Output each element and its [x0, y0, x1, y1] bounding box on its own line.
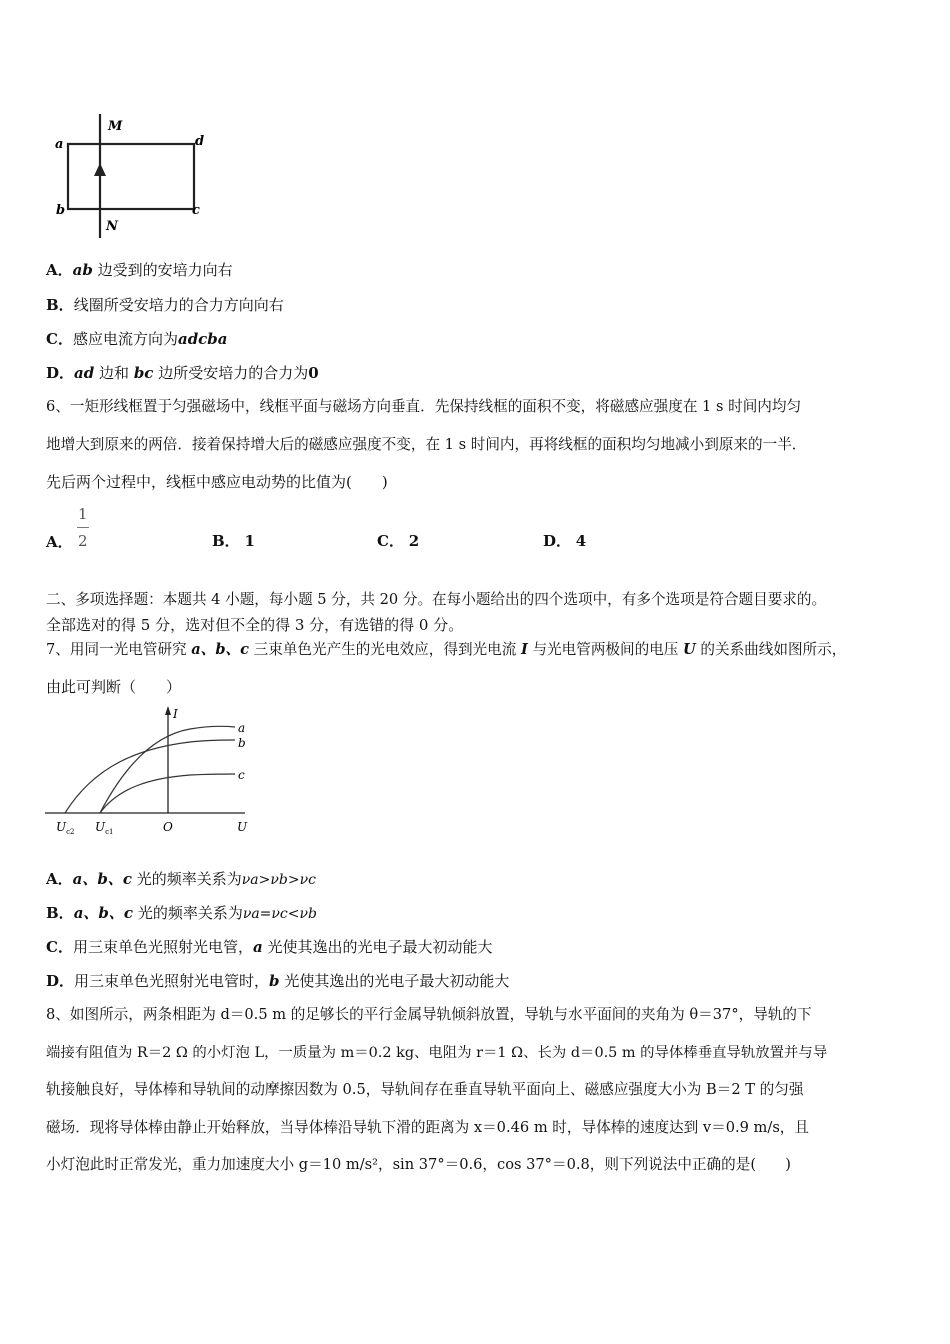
- label-b: b: [56, 203, 66, 218]
- fraction-bar: [77, 527, 89, 528]
- option-text: 光的频率关系为: [137, 904, 243, 922]
- q6-option-d[interactable]: [543, 531, 586, 551]
- fraction-numerator: 1: [78, 505, 88, 523]
- axis-i-label: I: [173, 707, 178, 721]
- curve-b-label: b: [238, 736, 246, 750]
- q7-option-c[interactable]: [46, 937, 493, 957]
- q6-option-a[interactable]: [46, 505, 166, 553]
- q6-line-1: 6、一矩形线框置于匀强磁场中，线框平面与磁场方向垂直．先保持线框的面积不变，将磁感应强度在 1 s 时间内均匀: [46, 398, 802, 415]
- curve-c-label: c: [238, 768, 245, 782]
- q8-line-5: 小灯泡此时正常发光，重力加速度大小 g＝10 m/s²，sin 37°＝0.6，cos 37°＝0.8，则下列说法中正确的是( ): [46, 1156, 791, 1173]
- axis-u-label: U: [237, 820, 248, 834]
- option-relation: νa=νc<νb: [242, 906, 317, 922]
- section-2-line-1: 二、多项选择题：本题共 4 小题，每小题 5 分，共 20 分。在每小题给出的四个选项中，有多个选项是符合题目要求的。: [46, 591, 827, 608]
- q5-option-d[interactable]: [46, 363, 319, 383]
- i-axis-arrow-icon: [165, 706, 171, 715]
- option-var: ab: [72, 261, 93, 279]
- option-key: B．: [46, 296, 74, 314]
- q7-option-d[interactable]: [46, 971, 509, 991]
- q5-option-c[interactable]: [46, 329, 228, 349]
- option-key: B．: [212, 532, 240, 550]
- option-key: C．: [46, 330, 73, 348]
- option-key: C．: [377, 532, 404, 550]
- option-key: B．: [46, 904, 74, 922]
- q7-line-2: 由此可判断（ ）: [46, 678, 182, 696]
- option-var: ad: [74, 364, 95, 382]
- q6-line-3: 先后两个过程中，线框中感应电动势的比值为( ): [46, 473, 388, 491]
- option-var: a、b、c: [73, 904, 134, 922]
- coil-rectangle: [68, 144, 194, 209]
- q5-option-b[interactable]: [46, 295, 284, 315]
- q8-line-2: 端接有阻值为 R＝2 Ω 的小灯泡 L，一质量为 m＝0.2 kg、电阻为 r＝1 Ω、长为 d＝0.5 m 的导体棒垂直导轨放置并与导: [46, 1045, 828, 1061]
- curve-a-label: a: [238, 721, 246, 735]
- q7-line-1: 7、用同一光电管研究 a、b、c 三束单色光产生的光电效应，得到光电流 I 与光电管两极间的电压 U 的关系曲线如图所示，: [46, 641, 847, 658]
- option-text: 边和: [99, 364, 130, 382]
- option-text: 用三束单色光照射光电管时，: [74, 972, 270, 990]
- label-n: N: [106, 219, 118, 234]
- option-key: D．: [46, 972, 75, 990]
- option-key: C．: [46, 938, 73, 956]
- q6-option-c[interactable]: [377, 531, 419, 551]
- option-text: 感应电流方向为: [72, 330, 178, 348]
- label-d: d: [195, 134, 205, 149]
- label-c: c: [192, 203, 200, 218]
- uc1-label: $U_{c1}$: [95, 820, 114, 836]
- option-var: a: [252, 938, 263, 956]
- option-text-2: 光使其逸出的光电子最大初动能大: [267, 938, 493, 956]
- q8-line-1: 8、如图所示，两条相距为 d＝0.5 m 的足够长的平行金属导轨倾斜放置，导轨与水平面间的夹角为 θ＝37°，导轨的下: [46, 1006, 812, 1023]
- option-text: 用三束单色光照射光电管，: [72, 938, 253, 956]
- option-text: 线圈所受安培力的合力方向向右: [73, 296, 284, 314]
- option-text: 边受到的安培力向右: [97, 261, 233, 279]
- q7-option-b[interactable]: [46, 903, 317, 924]
- option-var: b: [269, 972, 280, 990]
- section-2-line-2: 全部选对的得 5 分，选对但不全的得 3 分，有选错的得 0 分。: [46, 616, 464, 634]
- q6-line-2: 地增大到原来的两倍．接着保持增大后的磁感应强度不变，在 1 s 时间内，再将线框的面积均匀地减小到原来的一半．: [46, 436, 807, 453]
- q8-line-3: 轨接触良好，导体棒和导轨间的动摩擦因数为 0.5，导轨间存在垂直导轨平面向上、磁感应强度大小为 B＝2 T 的匀强: [46, 1081, 804, 1098]
- option-key: A．: [46, 533, 73, 551]
- option-key: D．: [543, 532, 572, 550]
- coil-figure: [50, 110, 220, 245]
- option-key: D．: [46, 364, 75, 382]
- option-value: 0: [308, 364, 319, 382]
- label-a: a: [55, 137, 64, 152]
- option-key: A．: [46, 870, 73, 888]
- curve-b: [65, 740, 235, 813]
- fraction-denominator: 2: [78, 532, 88, 550]
- q5-option-a[interactable]: [46, 260, 233, 280]
- uc2-label: $U_{c2}$: [56, 820, 75, 836]
- q8-line-4: 磁场．现将导体棒由静止开始释放，当导体棒沿导轨下滑的距离为 x＝0.46 m 时，导体棒的速度达到 v＝0.9 m/s，且: [46, 1119, 809, 1136]
- iu-graph: [40, 700, 265, 840]
- option-text: 光的频率关系为: [136, 870, 242, 888]
- q7-option-a[interactable]: [46, 869, 316, 890]
- current-arrow-icon: [94, 163, 106, 176]
- option-var: adcba: [177, 330, 228, 348]
- label-m: M: [108, 119, 123, 134]
- option-key: A．: [46, 261, 73, 279]
- option-relation: νa>νb>νc: [241, 872, 316, 888]
- option-text: 1: [244, 532, 255, 550]
- q6-option-b[interactable]: [212, 531, 255, 551]
- option-text-2: 光使其逸出的光电子最大初动能大: [284, 972, 510, 990]
- option-var-2: bc: [133, 364, 154, 382]
- option-var: a、b、c: [72, 870, 132, 888]
- option-text: 4: [575, 532, 587, 550]
- origin-label: O: [163, 820, 173, 834]
- option-text-2: 边所受安培力的合力为: [158, 364, 309, 382]
- option-text: 2: [408, 532, 420, 550]
